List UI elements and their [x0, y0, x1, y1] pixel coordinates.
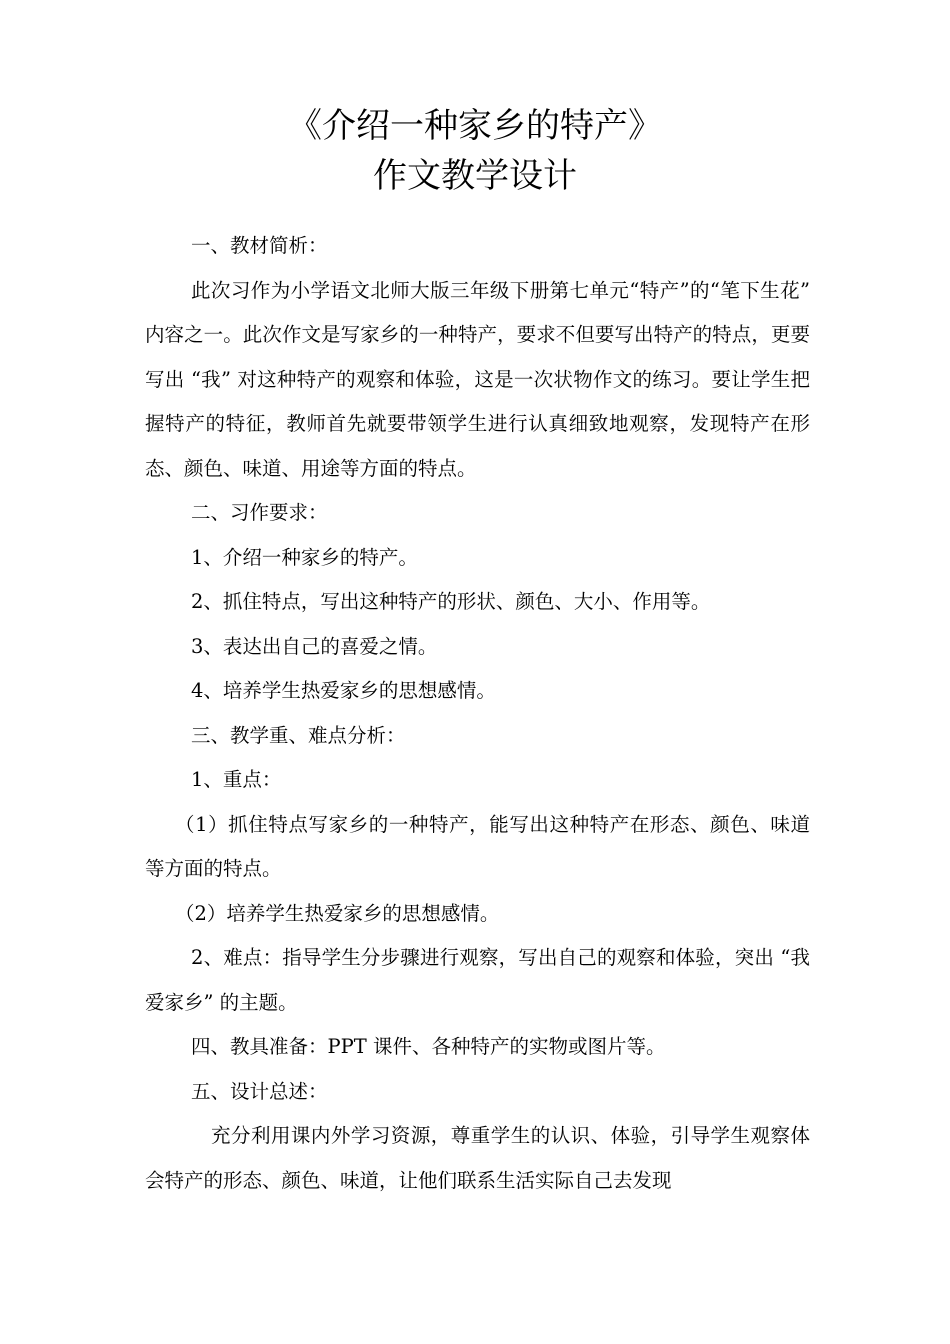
- requirement-item-1: 1、介绍一种家乡的特产。: [191, 545, 418, 569]
- document-title-line-2: 作文教学设计: [373, 156, 577, 196]
- requirement-item-2: 2、抓住特点，写出这种特产的形状、颜色、大小、作用等。: [191, 590, 711, 613]
- key-point-heading: 1、重点：: [191, 768, 282, 791]
- paragraph-design-overview: 充分利用课内外学习资源，尊重学生的认识、体验，引导学生观察体会特产的形态、颜色、味道，让他们联系生活实际自己去发现: [145, 1124, 810, 1192]
- key-point-item-1: （1）抓住特点写家乡的一种特产，能写出这种特产在形态、颜色、味道等方面的特点。: [145, 812, 810, 880]
- document-body: [145, 224, 810, 1203]
- requirement-item-3: 3、表达出自己的喜爱之情。: [191, 634, 438, 658]
- section-heading-textbook-analysis: 一、教材简析：: [191, 234, 328, 257]
- document-title-line-1: 《介绍一种家乡的特产》: [288, 106, 662, 146]
- key-point-item-2: （2）培养学生热爱家乡的思想感情。: [175, 901, 500, 925]
- section-heading-teaching-aids: 四、教具准备：PPT 课件、各种特产的实物或图片等。: [191, 1035, 666, 1058]
- section-heading-design-overview: 五、设计总述：: [191, 1079, 328, 1103]
- difficult-point: 2、难点：指导学生分步骤进行观察，写出自己的观察和体验，突出 “我爱家乡” 的主题。: [145, 946, 810, 1014]
- requirement-item-4: 4、培养学生热爱家乡的思想感情。: [191, 679, 496, 702]
- section-heading-key-points: 三、教学重、难点分析：: [191, 723, 406, 747]
- paragraph-textbook-analysis: 此次习作为小学语文北师大版三年级下册第七单元“特产”的“笔下生花” 内容之一。此次作文是写家乡的一种特产，要求不但要写出特产的特点，更要写出 “我” 对这种特产的观察和体验，这是一次状物作文的练习。要让学生把握特产的特征，教师首先就要带领学生进行认真细致地观察，发现特产在形态、颜色、味道、用途等方面的特点。: [145, 278, 810, 480]
- section-heading-writing-requirements: 二、习作要求：: [191, 501, 328, 524]
